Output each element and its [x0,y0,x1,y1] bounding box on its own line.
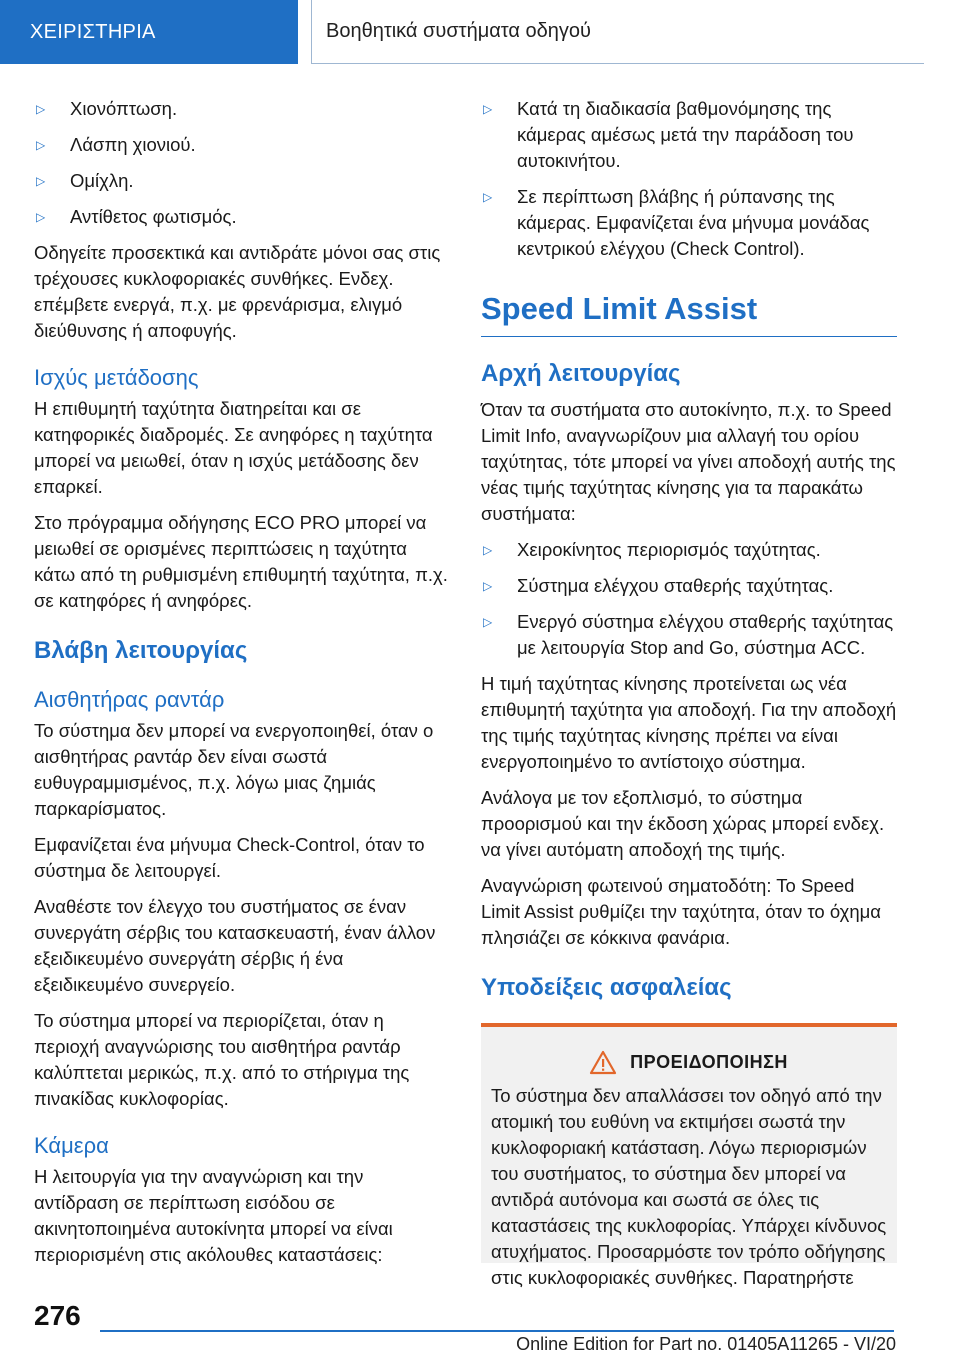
list-item: ▷ Σε περίπτωση βλάβης ή ρύπανσης της κάμερας. Εμφανίζεται ένα μήνυμα μονάδας κεντρικού ελέγχου (Check Control). [481,184,897,262]
paragraph: Ανάλογα με τον εξοπλισμό, το σύστημα προορισμού και την έκδοση χώρας μπορεί ενδεχ. να γίνει αυτόματη αποδοχή της τιμής. [481,787,885,860]
warning-text: Το σύστημα δεν απαλλάσσει τον οδηγό από την ατομική του ευθύνη να εκτιμήσει σωστά την κυκλοφοριακή κατάσταση. Λόγω περιορισμών του συστήματος, το σύστημα δεν μπορεί να αντιδρά αυτόνομα και σωστά σε όλες τις καταστάσεις της κυκλοφορίας. Υπάρχει κίνδυνος ατυχήματος. Προσαρμόστε τον τρόπο οδήγησης στις κυκλοφοριακές συνθήκες. Παρατηρήστε [491,1085,887,1288]
subheading-camera: Κάμερα [34,1133,109,1158]
footer-edition: Online Edition for Part no. 01405A11265 - VI/20 [516,1334,896,1354]
heading-principle: Αρχή λειτουργίας [481,360,681,387]
paragraph: Το σύστημα δεν μπορεί να ενεργοποιηθεί, όταν ο αισθητήρας ραντάρ δεν είναι σωστά ευθυγραμμισμένος, π.χ. λόγω μιας ζημιάς παρκαρίσματος. [34,720,434,819]
header-chapter [312,0,924,64]
triangle-bullet-icon: ▷ [483,543,493,557]
list-item: ▷ Σύστημα ελέγχου σταθερής ταχύτητας. [481,573,897,599]
section-title: Speed Limit Assist [481,290,897,337]
triangle-bullet-icon: ▷ [36,102,46,116]
triangle-bullet-icon: ▷ [483,579,493,593]
paragraph: Η λειτουργία για την αναγνώριση και την αντίδραση σε περίπτωση εισόδου σε ακινητοποιημένα αυτοκίνητα μπορεί να είναι περιορισμένη στις ακόλουθες καταστάσεις: [34,1166,393,1265]
right-column [481,96,897,1288]
header-chapter-label: Βοηθητικά συστήματα οδηγού [326,20,591,42]
triangle-bullet-icon: ▷ [483,102,493,116]
left-column [34,96,452,1278]
list-item: ▷ Ομίχλη. [34,168,452,194]
heading-malfunction: Βλάβη λειτουργίας [34,637,248,664]
list-item: ▷ Αντίθετος φωτισμός. [34,204,452,230]
subheading-radar-sensor: Αισθητήρας ραντάρ [34,687,225,712]
paragraph: Αναγνώριση φωτεινού σηματοδότη: Το Speed Limit Assist ρυθμίζει την ταχύτητα, όταν το όχημα πλησιάζει σε κόκκινα φανάρια. [481,875,881,948]
list-item: ▷ Χειροκίνητος περιορισμός ταχύτητας. [481,537,897,563]
list-item: ▷ Λάσπη χιονιού. [34,132,452,158]
list-item: ▷ Ενεργό σύστημα ελέγχου σταθερής ταχύτητας με λειτουργία Stop and Go, σύστημα ACC. [481,609,897,661]
footer-rule [100,1330,894,1332]
paragraph: Το σύστημα μπορεί να περιορίζεται, όταν η περιοχή αναγνώρισης του αισθητήρα ραντάρ καλύπτεται μερικώς, π.χ. από το στήριγμα της πινακίδας κυκλοφορίας. [34,1010,410,1109]
list-item: ▷ Κατά τη διαδικασία βαθμονόμησης της κάμερας αμέσως μετά την παράδοση του αυτοκινήτου. [481,96,897,174]
triangle-bullet-icon: ▷ [36,210,46,224]
triangle-bullet-icon: ▷ [36,138,46,152]
paragraph: Εμφανίζεται ένα μήνυμα Check-Control, όταν το σύστημα δε λειτουργεί. [34,834,425,881]
paragraph: Οδηγείτε προσεκτικά και αντιδράτε μόνοι σας στις τρέχουσες κυκλοφοριακές συνθήκες. Ενδεχ. επέμβετε ενεργά, π.χ. με φρενάρισμα, ελιγμό διεύθυνσης ή αποφυγής. [34,242,441,341]
triangle-bullet-icon: ▷ [483,615,493,629]
paragraph: Αναθέστε τον έλεγχο του συστήματος σε έναν συνεργάτη σέρβις του κατασκευαστή, έναν άλλον εξειδικευμένο συνεργάτη σέρβις ή ένα εξειδικευμένο συνεργείο. [34,896,436,995]
warning-label: ΠΡΟΕΙΔΟΠΟΙΗΣΗ [630,1052,788,1072]
triangle-bullet-icon: ▷ [483,190,493,204]
list-item: ▷ Χιονόπτωση. [34,96,452,122]
triangle-bullet-icon: ▷ [36,174,46,188]
paragraph: Η τιμή ταχύτητας κίνησης προτείνεται ως νέα επιθυμητή ταχύτητα για αποδοχή. Για την αποδοχή της τιμής ταχύτητας κίνησης πρέπει να είναι ενεργοποιημένο το αντίστοιχο σύστημα. [481,673,897,772]
warning-header [491,1049,887,1075]
subheading-engine-power: Ισχύς μετάδοσης [34,365,199,390]
warning-triangle-icon [590,1051,616,1074]
paragraph: Η επιθυμητή ταχύτητα διατηρείται και σε κατηφορικές διαδρομές. Σε ανηφόρες η ταχύτητα μπορεί να μειωθεί, όταν η ισχύς μετάδοσης δεν επαρκεί. [34,398,433,497]
paragraph: Όταν τα συστήματα στο αυτοκίνητο, π.χ. το Speed Limit Info, αναγνωρίζουν μια αλλαγή του ορίου ταχύτητας, τότε μπορεί να γίνει αποδοχή αυτής της νέας τιμής ταχύτητας κίνησης για τα παρακάτω συστήματα: [481,399,896,524]
heading-safety: Υποδείξεις ασφαλείας [481,974,732,1001]
header-section-label: ΧΕΙΡΙΣΤΗΡΙΑ [30,20,156,43]
warning-box [481,1023,897,1288]
paragraph: Στο πρόγραμμα οδήγησης ECO PRO μπορεί να μειωθεί σε ορισμένες περιπτώσεις η ταχύτητα κάτω από τη ρυθμισμένη επιθυμητή ταχύτητα, π.χ. σε κατηφόρες ή ανηφόρες. [34,512,448,611]
page-number: 276 [34,1300,81,1331]
header-section [0,0,298,64]
